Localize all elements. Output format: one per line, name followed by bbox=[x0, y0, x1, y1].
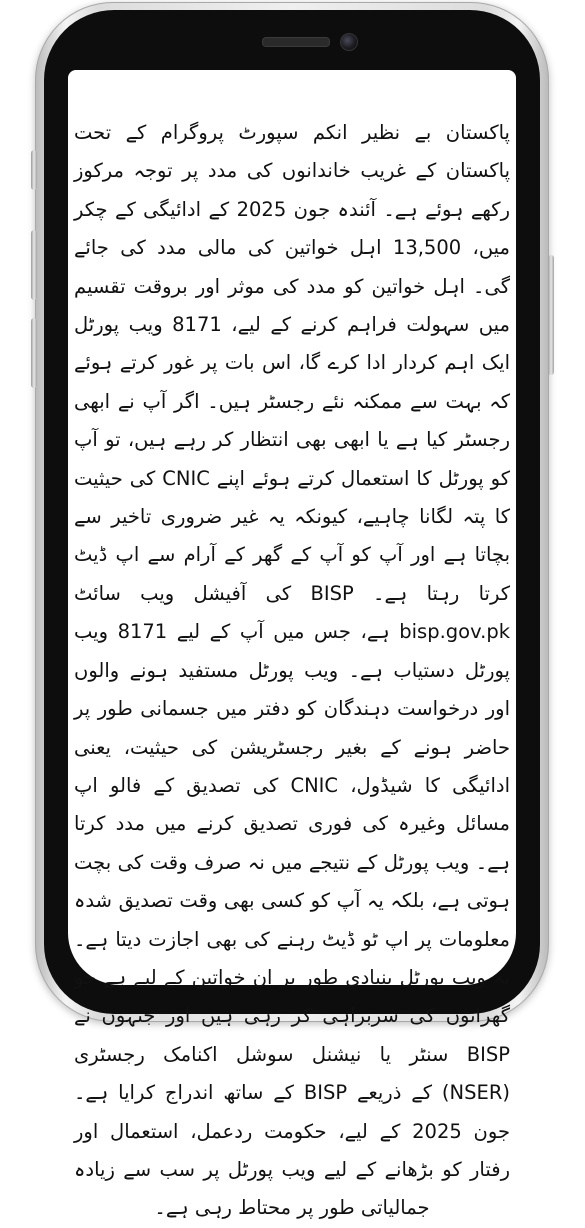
power-button bbox=[548, 255, 554, 375]
phone-screen bbox=[68, 70, 516, 1220]
mute-switch bbox=[31, 150, 37, 190]
front-camera-icon bbox=[340, 33, 358, 51]
article-paragraph: پاکستان بے نظیر انکم سپورٹ پروگرام کے تحت پاکستان کے غریب خاندانوں کی مدد پر توجہ مرکوز رکھے ہوئے ہے۔ آئندہ جون 2025 کے ادائیگی کے چکر میں، 13,500 اہل خواتین کی مالی مدد کی جائے گی۔ اہل خواتین کو مدد کی موثر اور بروقت تقسیم میں سہولت فراہم کرنے کے لیے، 8171 ویب پورٹل ایک اہم کردار ادا کرے گا، اس بات پر غور کرتے ہوئے کہ بہت سے ممکنہ نئے رجسٹر ہیں۔ اگر آپ نے ابھی رجسٹر کیا ہے یا ابھی بھی انتظار کر رہے ہیں، تو آپ کو پورٹل کا استعمال کرتے ہوئے اپنے CNIC کی حیثیت کا پتہ لگانا چاہیے، کیونکہ یہ غیر ضروری تاخیر سے بچاتا ہے اور آپ کو آپ کے گھر کے آرام سے اپ ڈیٹ کرتا رہتا ہے۔ BISP کی آفیشل ویب سائٹ bisp.gov.pk ہے، جس میں آپ کے لیے 8171 ویب پورٹل دستیاب ہے۔ ویب پورٹل مستفید ہونے والوں اور درخواست دہندگان کو دفتر میں جسمانی طور پر حاضر ہونے کے بغیر رجسٹریشن کی حیثیت، یعنی ادائیگی کا شیڈول، CNIC کی تصدیق کے فالو اپ مسائل وغیرہ کی فوری تصدیق کرنے میں مدد کرتا ہے۔ ویب پورٹل کے نتیجے میں نہ صرف وقت کی بچت ہوتی ہے، بلکہ یہ آپ کو کسی بھی وقت تصدیق شدہ معلومات پر اپ ٹو ڈیٹ رہنے کی بھی اجازت دیتا ہے۔ یہ ویب پورٹل بنیادی طور پر ان خواتین کے لیے ہے جو گھرانوں کی سربراہی کر رہی ہیں اور جنہوں نے BISP سنٹر یا نیشنل سوشل اکنامک رجسٹری (NSER) کے ذریعے BISP کے ساتھ اندراج کرایا ہے۔ جون 2025 کے لیے، حکومت ردعمل، استعمال اور رفتار کو بڑھانے کے لیے ویب پورٹل پر سب سے زیادہ جمالیاتی طور پر محتاط رہی ہے۔ bbox=[74, 121, 511, 1220]
volume-up-button bbox=[31, 230, 37, 300]
earpiece-speaker bbox=[262, 37, 330, 47]
volume-down-button bbox=[31, 318, 37, 388]
